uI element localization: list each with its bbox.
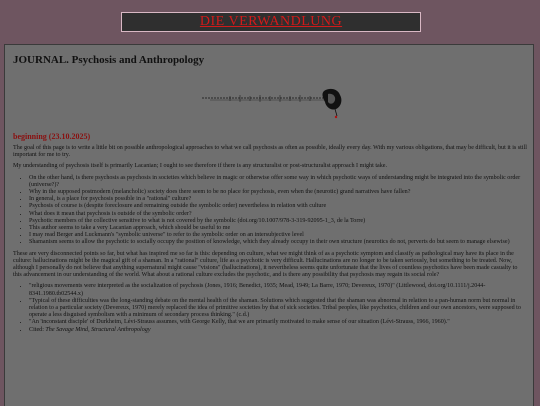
entry-paragraph-understanding: My understanding of psychosis itself is primarily Lacanian; I ought to see therefore if there is any structuralist or post-structuralist approach I might take.: [13, 163, 387, 170]
list-item: • Why in the supposed postmodern (melancholic) society does there seem to be no place for psychosis, even when the (neurotic) grand narratives have fallen?: [29, 189, 527, 196]
entry-paragraph-goal: The goal of this page is to write a little bit on possible anthropological approaches to what we call psychosis as often as possible, ideally every day. With my various obligations, that may be difficult, but it is still important for me to try.: [13, 145, 527, 159]
list-item: • This author seems to take a very Lacanian approach, which should be useful to me: [29, 225, 527, 232]
list-item: • "religious movements were interpreted as the socialization of psychosis (Jones, 1916; Benedict, 1935; Mead, 1949; La Barre, 1970; Devereux, 1970)" (Littlewood, doi.org/10.1111/j.2044-8341.1980.tb02544.x): [29, 283, 527, 297]
list-item: • Shamanism seems to allow the psychotic to socially occupy the position of knowledge, which they already occupy in their own structure (neurotics do not, perverts do but seem to manage elsewise): [29, 239, 527, 246]
questions-list: [13, 175, 527, 247]
list-item: • Psychotic members of the collective sensitive to what is not covered by the symbolic (doi.org/10.1007/978-3-319-92095-1_3, de la Torre): [29, 218, 527, 225]
entry-paragraph-inspiration: These are very disconnected points so far, but what has inspired me so far is this: depending on culture, what we might think of as a psychotic symptom and classify as pathological may have its place in the culture: hallucinations might be the magical gift of a shaman. In a "rational" culture, life as a psychotic is very difficult. Hallucinations are no longer to be taken seriously, but something to be treated. Now, although I personally do not believe that anything supernatural might cause "visions" (hallucinations), it nevertheless seems quite unfortunate that the lives of countless psychotics have been made casualty to this advancement in our understanding of the world. What about a rational culture excludes the psychotic, and is there any possibility that psychosis may regain its social role?: [13, 250, 518, 279]
cited-item: [29, 327, 527, 334]
list-item: • In general, is a place for psychosis possible in a "rational" culture?: [29, 196, 527, 203]
top-banner: [0, 0, 540, 40]
list-item: • "An 'inconstant disciple' of Durkheim, Lévi-Strauss assumes, with George Kelly, that we are primarily motivated to make sense of our situation (Lévi-Strauss, 1966, 1960).": [29, 319, 527, 326]
list-item: • I may read Berger and Luckmann's "symbolic universe" to refer to the symbolic order on an intersubjective level: [29, 232, 527, 239]
journal-title: JOURNAL. Psychosis and Anthropology: [13, 54, 205, 66]
list-item: • Psychosis of course is (despite foreclosure and remaining outside the symbolic order) nevertheless in relation with culture: [29, 203, 527, 210]
cited-label: Cited:: [29, 326, 46, 333]
quotes-list: [13, 283, 527, 333]
entry-body: [13, 145, 527, 338]
ink-drawing-image: [200, 85, 350, 119]
list-item: • What does it mean that psychosis is outside of the symbolic order?: [29, 211, 527, 218]
list-item: • On the other hand, is there psychosis as psychosis in societies which believe in magic or otherwise offer some way in which psychotic ways of understanding might be integrated into the symbolic order (universe?)?: [29, 175, 527, 189]
list-item: • "Typical of these difficulties was the long-standing debate on the mental health of the shaman. Solutions which suggested that the shaman was abnormal in relation to a pan-human norm but normal in relation to a particular society (Devereux, 1970) merely replaced the idea of primitive societies by that of sick societies. Tribal peoples, like psychotics, children and our own ancestors, were supposed to operate a less disguised symbolism with a minimum of secondary process thinking." (c.d.): [29, 298, 527, 320]
site-title-link[interactable]: DIE VERWANDLUNG: [199, 14, 343, 29]
cited-title: The Savage Mind, Structural Anthropology: [45, 326, 151, 333]
journal-panel: [4, 44, 534, 406]
entry-heading: beginning (23.10.2025): [13, 132, 91, 141]
site-title-box: [121, 12, 421, 32]
